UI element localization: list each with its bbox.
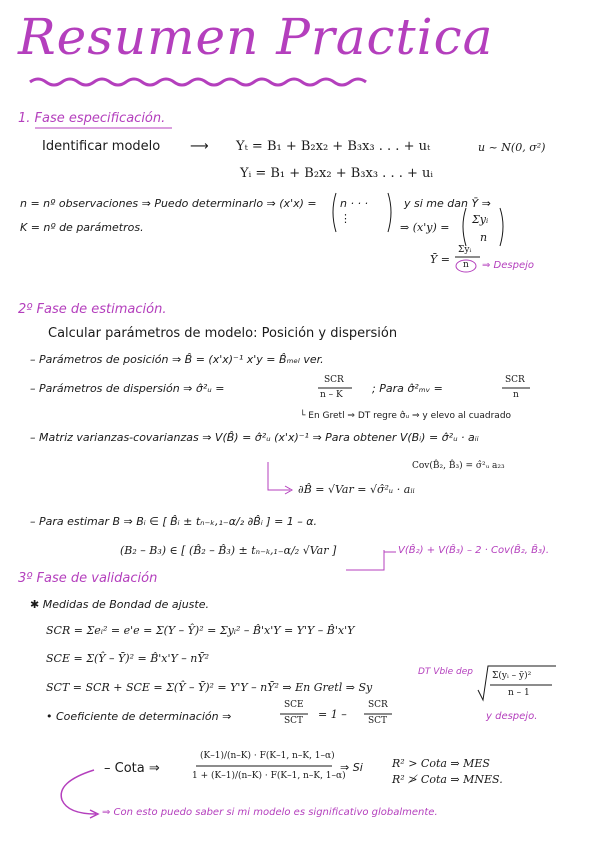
identify-label: Identificar modelo: [42, 139, 161, 154]
cota-si: ⇒ Si: [340, 761, 363, 774]
coef-frac2-top: SCR: [368, 700, 388, 710]
position-params: – Parámetros de posición ⇒ B̂ = (x'x)⁻¹ x'y = B̂ₘₑₗ ver.: [30, 353, 324, 366]
xy-matrix-top: Σyᵢ: [472, 213, 489, 226]
var-cov-matrix: – Matriz varianzas-covarianzas ⇒ V(B̂) = σ̂²ᵤ (x'x)⁻¹ ⇒ Para obtener V(Bᵢ) = σ̂²ᵤ · aᵢᵢ: [30, 431, 479, 444]
disp-frac-bottom: n – K: [320, 390, 343, 400]
cota-numerator: (K–1)/(n–K) · F(K–1, n–K, 1–α): [200, 751, 335, 761]
despejo-note-1: ⇒ Despejo: [482, 260, 535, 271]
model-eq-note: u ~ N(0, σ²): [478, 141, 546, 154]
disp-frac-top: SCR: [324, 375, 344, 385]
ybar-note: y si me dan Ȳ ⇒: [404, 197, 491, 210]
r2-not-greater: R² ≯ Cota ⇒ MNES.: [392, 773, 503, 786]
calc-params: Calcular parámetros de modelo: Posición y dispersión: [48, 326, 398, 341]
cota-label: – Cota ⇒: [104, 761, 160, 776]
n-matrix: n · · ·: [340, 197, 368, 210]
goodness-of-fit: ✱ Medidas de Bondad de ajuste.: [30, 598, 209, 611]
sy-frac-top: Σ(yᵢ – ȳ)²: [492, 671, 532, 681]
determination-coef: • Coeficiente de determinación ⇒: [46, 710, 232, 723]
covariance: Cov(B̂₂, B̂₃) = σ̂²ᵤ a₂₃: [412, 461, 505, 471]
scr-formula: SCR = Σeᵢ² = e'e = Σ(Y – Ŷ)² = Σyᵢ² – B̂'x'Y = Y'Y – B̂'x'Y: [46, 624, 355, 637]
diff-interval: (B₂ – B₃) ∈ [ (B̂₂ – B̂₃) ± tₙ₋ₖ,₁₋α/₂ √Var ]: [120, 544, 337, 557]
despejo-note-2: y despejo.: [486, 711, 538, 722]
coef-frac-top: SCE: [284, 700, 304, 710]
coef-frac-bottom: SCT: [284, 716, 304, 726]
xy-expression: ⇒ (x'y) =: [400, 221, 450, 234]
std-dev: ∂B̂ = √Var = √σ̂²ᵤ · aᵢᵢ: [298, 483, 415, 496]
section-2-heading: 2º Fase de estimación.: [18, 302, 167, 317]
sct-formula: SCT = SCR + SCE = Σ(Ŷ – Ȳ)² = Y'Y – nȲ² ⇒ En Gretl ⇒ Sy: [46, 681, 373, 694]
para-frac-bottom: n: [513, 390, 519, 400]
r2-greater: R² > Cota ⇒ MES: [392, 757, 490, 770]
dispersion-params: – Parámetros de dispersión ⇒ σ̂²ᵤ =: [30, 382, 225, 395]
n-matrix-dots: ⋮: [340, 212, 351, 225]
ybar-formula: Ȳ =: [430, 253, 450, 266]
model-eq-1: Yₜ = B₁ + B₂x₂ + B₃x₃ . . . + uₜ: [236, 139, 431, 154]
gretl-note: └ En Gretl ⇒ DT regre σ̂ᵤ ⇒ y elevo al cuadrado: [300, 411, 512, 421]
ybar-frac-top: Σyᵢ: [458, 245, 472, 255]
dt-vble-dep: DT Vble dep: [418, 667, 474, 677]
sy-frac-bottom: n – 1: [508, 688, 530, 698]
sce-formula: SCE = Σ(Ŷ – Ȳ)² = B̂'x'Y – nȲ²: [46, 652, 210, 665]
xy-matrix-bottom: n: [480, 231, 488, 244]
arrow-1: ⟶: [190, 139, 209, 154]
diff-variance: V(B̂₂) + V(B̂₃) – 2 · Cov(B̂₂, B̂₃).: [398, 545, 550, 556]
model-eq-2: Yᵢ = B₁ + B₂x₂ + B₃x₃ . . . + uᵢ: [240, 166, 433, 181]
k-definition: K = nº de parámetros.: [20, 221, 144, 234]
coef-mid: = 1 –: [318, 708, 347, 721]
conclusion: ⇒ Con esto puedo saber si mi modelo es significativo globalmente.: [102, 807, 438, 818]
cota-denominator: 1 + (K–1)/(n–K) · F(K–1, n–K, 1–α): [192, 771, 346, 781]
para-expression: ; Para σ̂²ₘᵥ =: [372, 382, 443, 395]
section-1-heading: 1. Fase especificación.: [18, 111, 166, 126]
ybar-frac-bottom: n: [463, 260, 469, 270]
coef-frac2-bottom: SCT: [368, 716, 388, 726]
n-definition: n = nº observaciones ⇒ Puedo determinarlo ⇒ (x'x) =: [20, 197, 317, 210]
estimate-interval: – Para estimar B ⇒ Bᵢ ∈ [ B̂ᵢ ± tₙ₋ₖ,₁₋α/₂ ∂B̂ᵢ ] = 1 – α.: [30, 515, 318, 528]
section-3-heading: 3º Fase de validación: [18, 571, 158, 586]
para-frac-top: SCR: [505, 375, 525, 385]
page-title: Resumen Practica: [18, 8, 494, 66]
